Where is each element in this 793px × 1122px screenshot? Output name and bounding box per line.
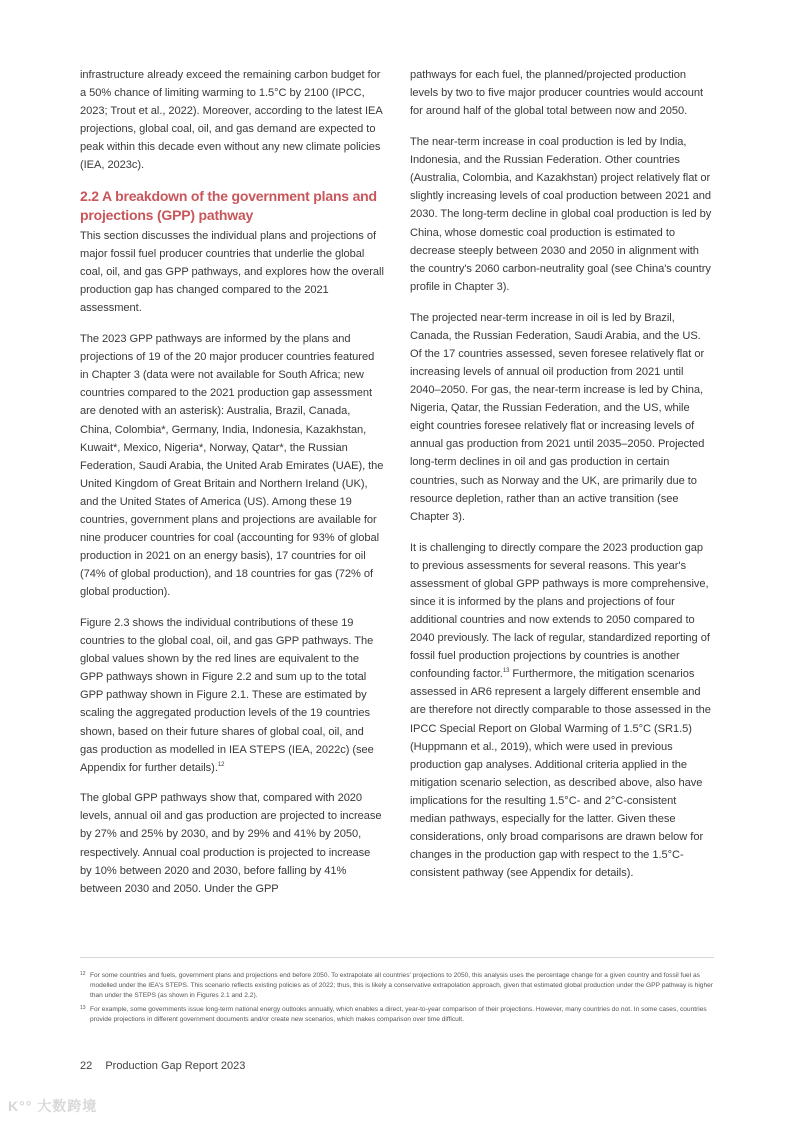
footnotes xyxy=(80,971,714,1029)
paragraph: The global GPP pathways show that, compared with 2020 levels, annual oil and gas production are projected to increase by 27% and 25% by 2030, and by 29% and 41% by 2050, respectively. Annual coal production is projected to increase by 10% between 2020 and 2030, before falling by 41% between 2030 and 2050. Under the GPP xyxy=(80,792,382,895)
paragraph: pathways for each fuel, the planned/projected production levels by two to five major producer countries would account for around half of the global total between now and 2050. xyxy=(410,69,703,118)
footnote xyxy=(80,971,714,1001)
footnote-divider xyxy=(80,957,714,958)
footnote xyxy=(80,1005,714,1025)
report-title: Production Gap Report 2023 xyxy=(105,1060,246,1072)
page-number: 22 xyxy=(80,1060,93,1072)
footnote-text: For some countries and fuels, government plans and projections end before 2050. To extrapolate all countries' projections to 2050, this analysis uses the percentage change for a given country and fossil fuel as modelled under the IEA's STEPS. This scenario reflects existing policies as of 2022; thus, this is likely a conservative extrapolation approach, given that estimated global production under the GPP pathway is higher than under the STEPS (as shown in Figures 2.1 and 2.2). xyxy=(90,972,714,999)
watermark-logo: K°° 大数跨境 xyxy=(8,1098,98,1114)
paragraph: The near-term increase in coal production is led by India, Indonesia, and the Russian Federation. Other countries (Australia, Colombia, and Kazakhstan) project relatively flat or slightly increasing levels of coal production between 2021 and 2030. The long-term decline in global coal production is led by China, whose domestic coal production is estimated to decrease steeply between 2030 and 2050 in alignment with the country's 2060 carbon-neutrality goal (see China's country profile in Chapter 3). xyxy=(410,136,712,293)
paragraph-text: Figure 2.3 shows the individual contributions of these 19 countries to the global coal, oil, and gas GPP pathways. The global values shown by the red lines are equivalent to the GPP pathways shown in Figure 2.2 and sum up to the total GPP pathway shown in Figure 2.1. These are estimated by scaling the aggregated production levels of the 19 countries shown, based on their future shares of global coal, oil, and gas production as modelled in IEA STEPS (IEA, 2022c) (see Appendix for further details). xyxy=(80,616,374,774)
footnote-text: For example, some governments issue long-term national energy outlooks annually, which enables a direct, year-to-year comparison of their projections. However, many countries do not. In some cases, countries provide projections in different government documents and/or create new scenarios, which makes comparison over time difficult. xyxy=(90,1006,707,1023)
paragraph: The projected near-term increase in oil is led by Brazil, Canada, the Russian Federation, Saudi Arabia, and the US. Of the 17 countries assessed, seven foresee relatively flat or increasing levels of annual oil production from 2021 until 2040–2050. For gas, the near-term increase is led by China, Nigeria, Qatar, the Russian Federation, and the US, while eight countries foresee relatively flat or increasing levels of annual gas production from 2021 until 2035–2050. Projected long-term declines in oil and gas production in certain countries, such as Norway and the UK, are primarily due to resource depletion, rather than an active transition (see Chapter 3). xyxy=(410,311,705,523)
footnote-number: 12 xyxy=(80,971,86,977)
paragraph xyxy=(80,614,384,777)
paragraph-text: Furthermore, the mitigation scenarios assessed in AR6 represent a largely different ensemble and are therefore not directly comparable to those assessed in the IPCC Special Report on Global Warming of 1.5°C (SR1.5) (Huppmann et al., 2019), which were used in previous production gap analyses. Additional criteria applied in the mitigation scenario selection, as described above, also have implications for the resulting 1.5°C- and 2°C-consistent median pathways, especially for the latter. Given these considerations, only broad comparisons are drawn below for changes in the production gap with respect to the 1.5°C-consistent pathway (see Appendix for details). xyxy=(410,668,711,880)
paragraph: infrastructure already exceed the remaining carbon budget for a 50% chance of limiting warming to 1.5°C by 2100 (IPCC, 2023; Trout et al., 2022). Moreover, according to the latest IEA projections, global coal, oil, and gas demand are expected to peak within this decade even without any new climate policies (IEA, 2023c). xyxy=(80,69,383,172)
footnote-number: 13 xyxy=(80,1005,86,1011)
footnote-reference[interactable]: 13 xyxy=(502,668,510,675)
page-footer xyxy=(80,1060,245,1072)
paragraph xyxy=(410,539,714,883)
section-heading: 2.2 A breakdown of the government plans and projections (GPP) pathway xyxy=(80,188,377,224)
paragraph: The 2023 GPP pathways are informed by the plans and projections of 19 of the 20 major producer countries featured in Chapter 3 (data were not available for South Africa; new countries compared to the 2021 production gap assessment are denoted with an asterisk): Australia, Brazil, Canada, China, Colombia*, Germany, India, Indonesia, Kazakhstan, Kuwait*, Mexico, Nigeria*, Norway, Qatar*, the Russian Federation, Saudi Arabia, the United Arab Emirates (UAE), the United Kingdom of Great Britain and Northern Ireland (UK), and the United States of America (US). Among these 19 countries, government plans and projections are available for nine producer countries for coal (accounting for 93% of global production in 2021 on an energy basis), 17 countries for oil (74% of global production), and 18 countries for gas (72% of global production). xyxy=(80,333,384,599)
paragraph-text: It is challenging to directly compare the 2023 production gap to previous assessments for several reasons. This year's assessment of global GPP pathways is more comprehensive, since it is informed by the plans and projections of four additional countries and now extends to 2050 compared to 2040 previously. The lack of regular, standardized reporting of fossil fuel production projections by countries is another confounding factor. xyxy=(410,541,710,681)
right-column xyxy=(410,66,714,895)
footnote-reference[interactable]: 12 xyxy=(217,761,225,768)
paragraph: This section discusses the individual plans and projections of major fossil fuel producer countries that underlie the global coal, oil, and gas GPP pathways, and explores how the overall production gap has changed compared to the 2021 assessment. xyxy=(80,230,384,315)
left-column xyxy=(80,66,384,910)
